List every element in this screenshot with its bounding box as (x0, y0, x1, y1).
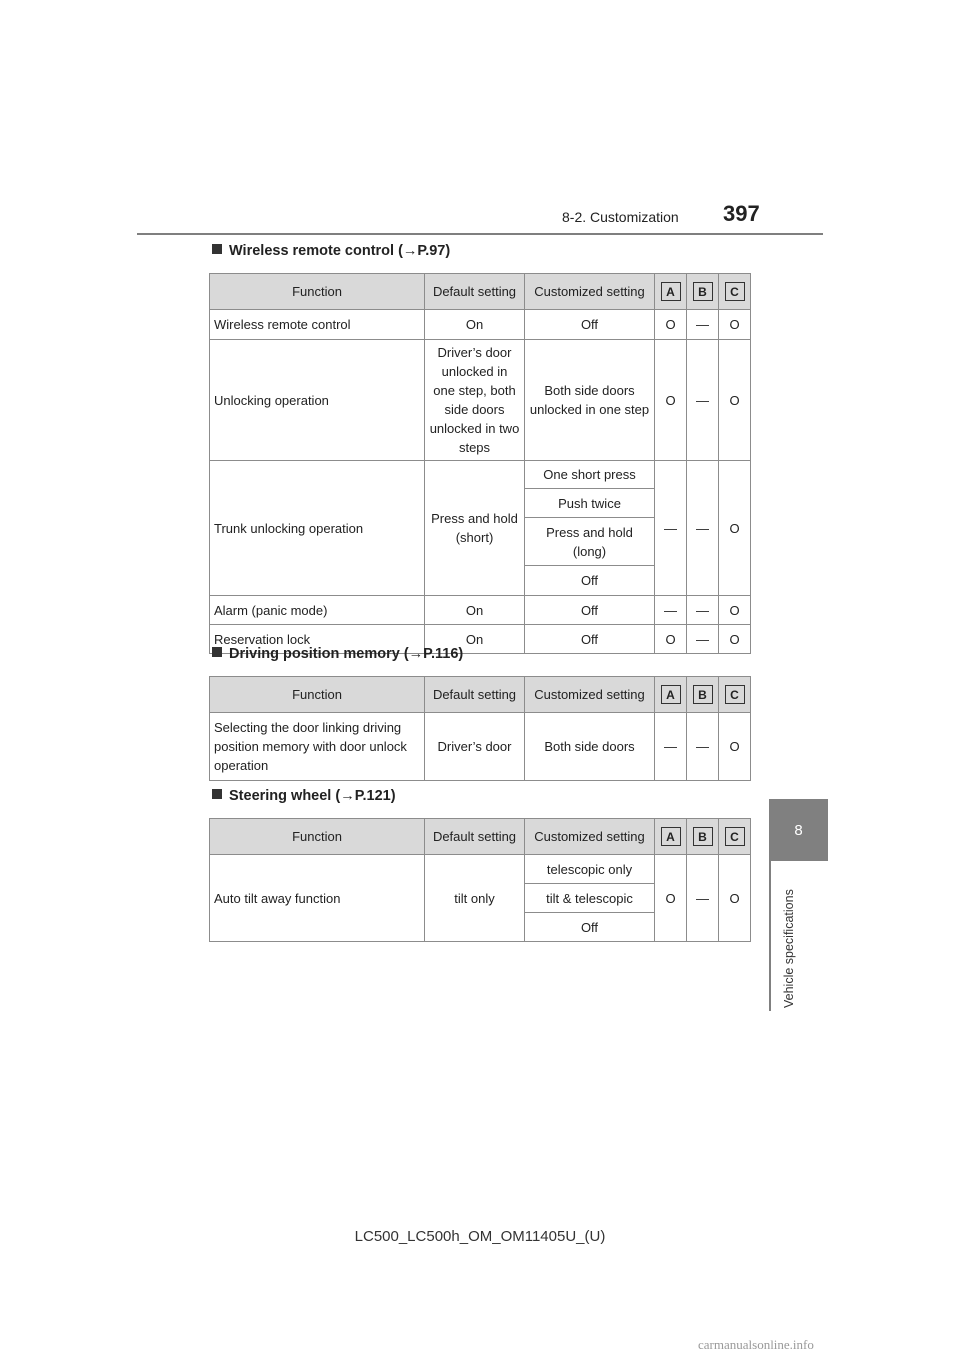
cell-b: — (687, 713, 719, 781)
col-b-badge: B (693, 685, 713, 704)
section-title-text: Steering wheel (→P.121) (229, 788, 396, 804)
cell-function: Auto tilt away function (210, 855, 425, 942)
section-title-driving-position (212, 646, 463, 662)
square-bullet-icon (212, 789, 222, 799)
col-header-c (719, 274, 751, 310)
header-rule (137, 233, 823, 235)
cell-default: tilt only (425, 855, 525, 942)
cell-customized: tilt & telescopic (525, 884, 655, 913)
table-row (210, 713, 751, 781)
col-header-function: Function (210, 274, 425, 310)
table-header-row (210, 819, 751, 855)
col-header-a (655, 677, 687, 713)
cell-customized: telescopic only (525, 855, 655, 884)
cell-default: Press and hold (short) (425, 461, 525, 596)
table-header-row (210, 274, 751, 310)
col-b-badge: B (693, 282, 713, 301)
chapter-side-label: Vehicle specifications (782, 889, 796, 1008)
cell-c: O (719, 625, 751, 654)
col-header-default: Default setting (425, 819, 525, 855)
cell-customized: Off (525, 913, 655, 942)
table-row (210, 855, 751, 884)
cell-function: Unlocking operation (210, 340, 425, 461)
col-header-customized: Customized setting (525, 274, 655, 310)
cell-b: — (687, 855, 719, 942)
cell-a: O (655, 340, 687, 461)
cell-c: O (719, 855, 751, 942)
table-wireless-remote (209, 273, 751, 654)
cell-default: On (425, 625, 525, 654)
col-header-customized: Customized setting (525, 677, 655, 713)
cell-customized: Off (525, 596, 655, 625)
table-row (210, 461, 751, 489)
table-steering-wheel (209, 818, 751, 942)
col-a-badge: A (661, 827, 681, 846)
chapter-tab-number: 8 (794, 821, 803, 839)
col-header-default: Default setting (425, 677, 525, 713)
footer-document-code: LC500_LC500h_OM_OM11405U_(U) (354, 1228, 606, 1245)
col-header-function: Function (210, 677, 425, 713)
col-header-b (687, 677, 719, 713)
table-driving-position (209, 676, 751, 781)
cell-function: Trunk unlocking operation (210, 461, 425, 596)
page-number: 397 (723, 201, 760, 226)
col-header-c (719, 677, 751, 713)
cell-b: — (687, 625, 719, 654)
section-title-steering-wheel (212, 788, 396, 804)
cell-function: Alarm (panic mode) (210, 596, 425, 625)
col-c-badge: C (725, 827, 745, 846)
cell-function: Selecting the door linking driving position memory with door unlock operation (210, 713, 425, 781)
cell-c: O (719, 596, 751, 625)
cell-a: O (655, 855, 687, 942)
square-bullet-icon (212, 244, 222, 254)
cell-function: Wireless remote control (210, 310, 425, 340)
header-section-title: 8-2. Customization (562, 209, 679, 225)
table-row (210, 340, 751, 461)
col-header-a (655, 819, 687, 855)
cell-b: — (687, 340, 719, 461)
cell-customized: Push twice (525, 489, 655, 518)
col-c-badge: C (725, 685, 745, 704)
cell-function: Reservation lock (210, 625, 425, 654)
table-row (210, 310, 751, 340)
watermark: carmanualsonline.info (698, 1337, 814, 1352)
chapter-side-rule (769, 861, 771, 1011)
cell-a: O (655, 625, 687, 654)
col-header-customized: Customized setting (525, 819, 655, 855)
cell-c: O (719, 310, 751, 340)
cell-a: — (655, 461, 687, 596)
cell-customized: Both side doors unlocked in one step (525, 340, 655, 461)
col-header-default: Default setting (425, 274, 525, 310)
col-header-c (719, 819, 751, 855)
section-title-text: Driving position memory (→P.116) (229, 646, 464, 662)
cell-customized: Off (525, 310, 655, 340)
section-title-wireless-remote (212, 243, 450, 259)
col-header-b (687, 819, 719, 855)
cell-b: — (687, 461, 719, 596)
cell-customized: Both side doors (525, 713, 655, 781)
col-b-badge: B (693, 827, 713, 846)
col-header-a (655, 274, 687, 310)
col-c-badge: C (725, 282, 745, 301)
cell-default: On (425, 596, 525, 625)
cell-a: — (655, 713, 687, 781)
cell-default: Driver’s door (425, 713, 525, 781)
cell-a: — (655, 596, 687, 625)
cell-a: O (655, 310, 687, 340)
cell-c: O (719, 461, 751, 596)
section-title-text: Wireless remote control (→P.97) (229, 243, 451, 259)
square-bullet-icon (212, 647, 222, 657)
col-header-b (687, 274, 719, 310)
cell-customized: One short press (525, 461, 655, 489)
cell-c: O (719, 713, 751, 781)
cell-default: Driver’s door unlocked in one step, both side doors unlocked in two steps (425, 340, 525, 461)
cell-customized: Press and hold (long) (525, 518, 655, 566)
col-a-badge: A (661, 685, 681, 704)
cell-c: O (719, 340, 751, 461)
cell-b: — (687, 596, 719, 625)
col-a-badge: A (661, 282, 681, 301)
table-row (210, 596, 751, 625)
cell-customized: Off (525, 566, 655, 596)
col-header-function: Function (210, 819, 425, 855)
cell-default: On (425, 310, 525, 340)
cell-b: — (687, 310, 719, 340)
cell-customized: Off (525, 625, 655, 654)
table-header-row (210, 677, 751, 713)
